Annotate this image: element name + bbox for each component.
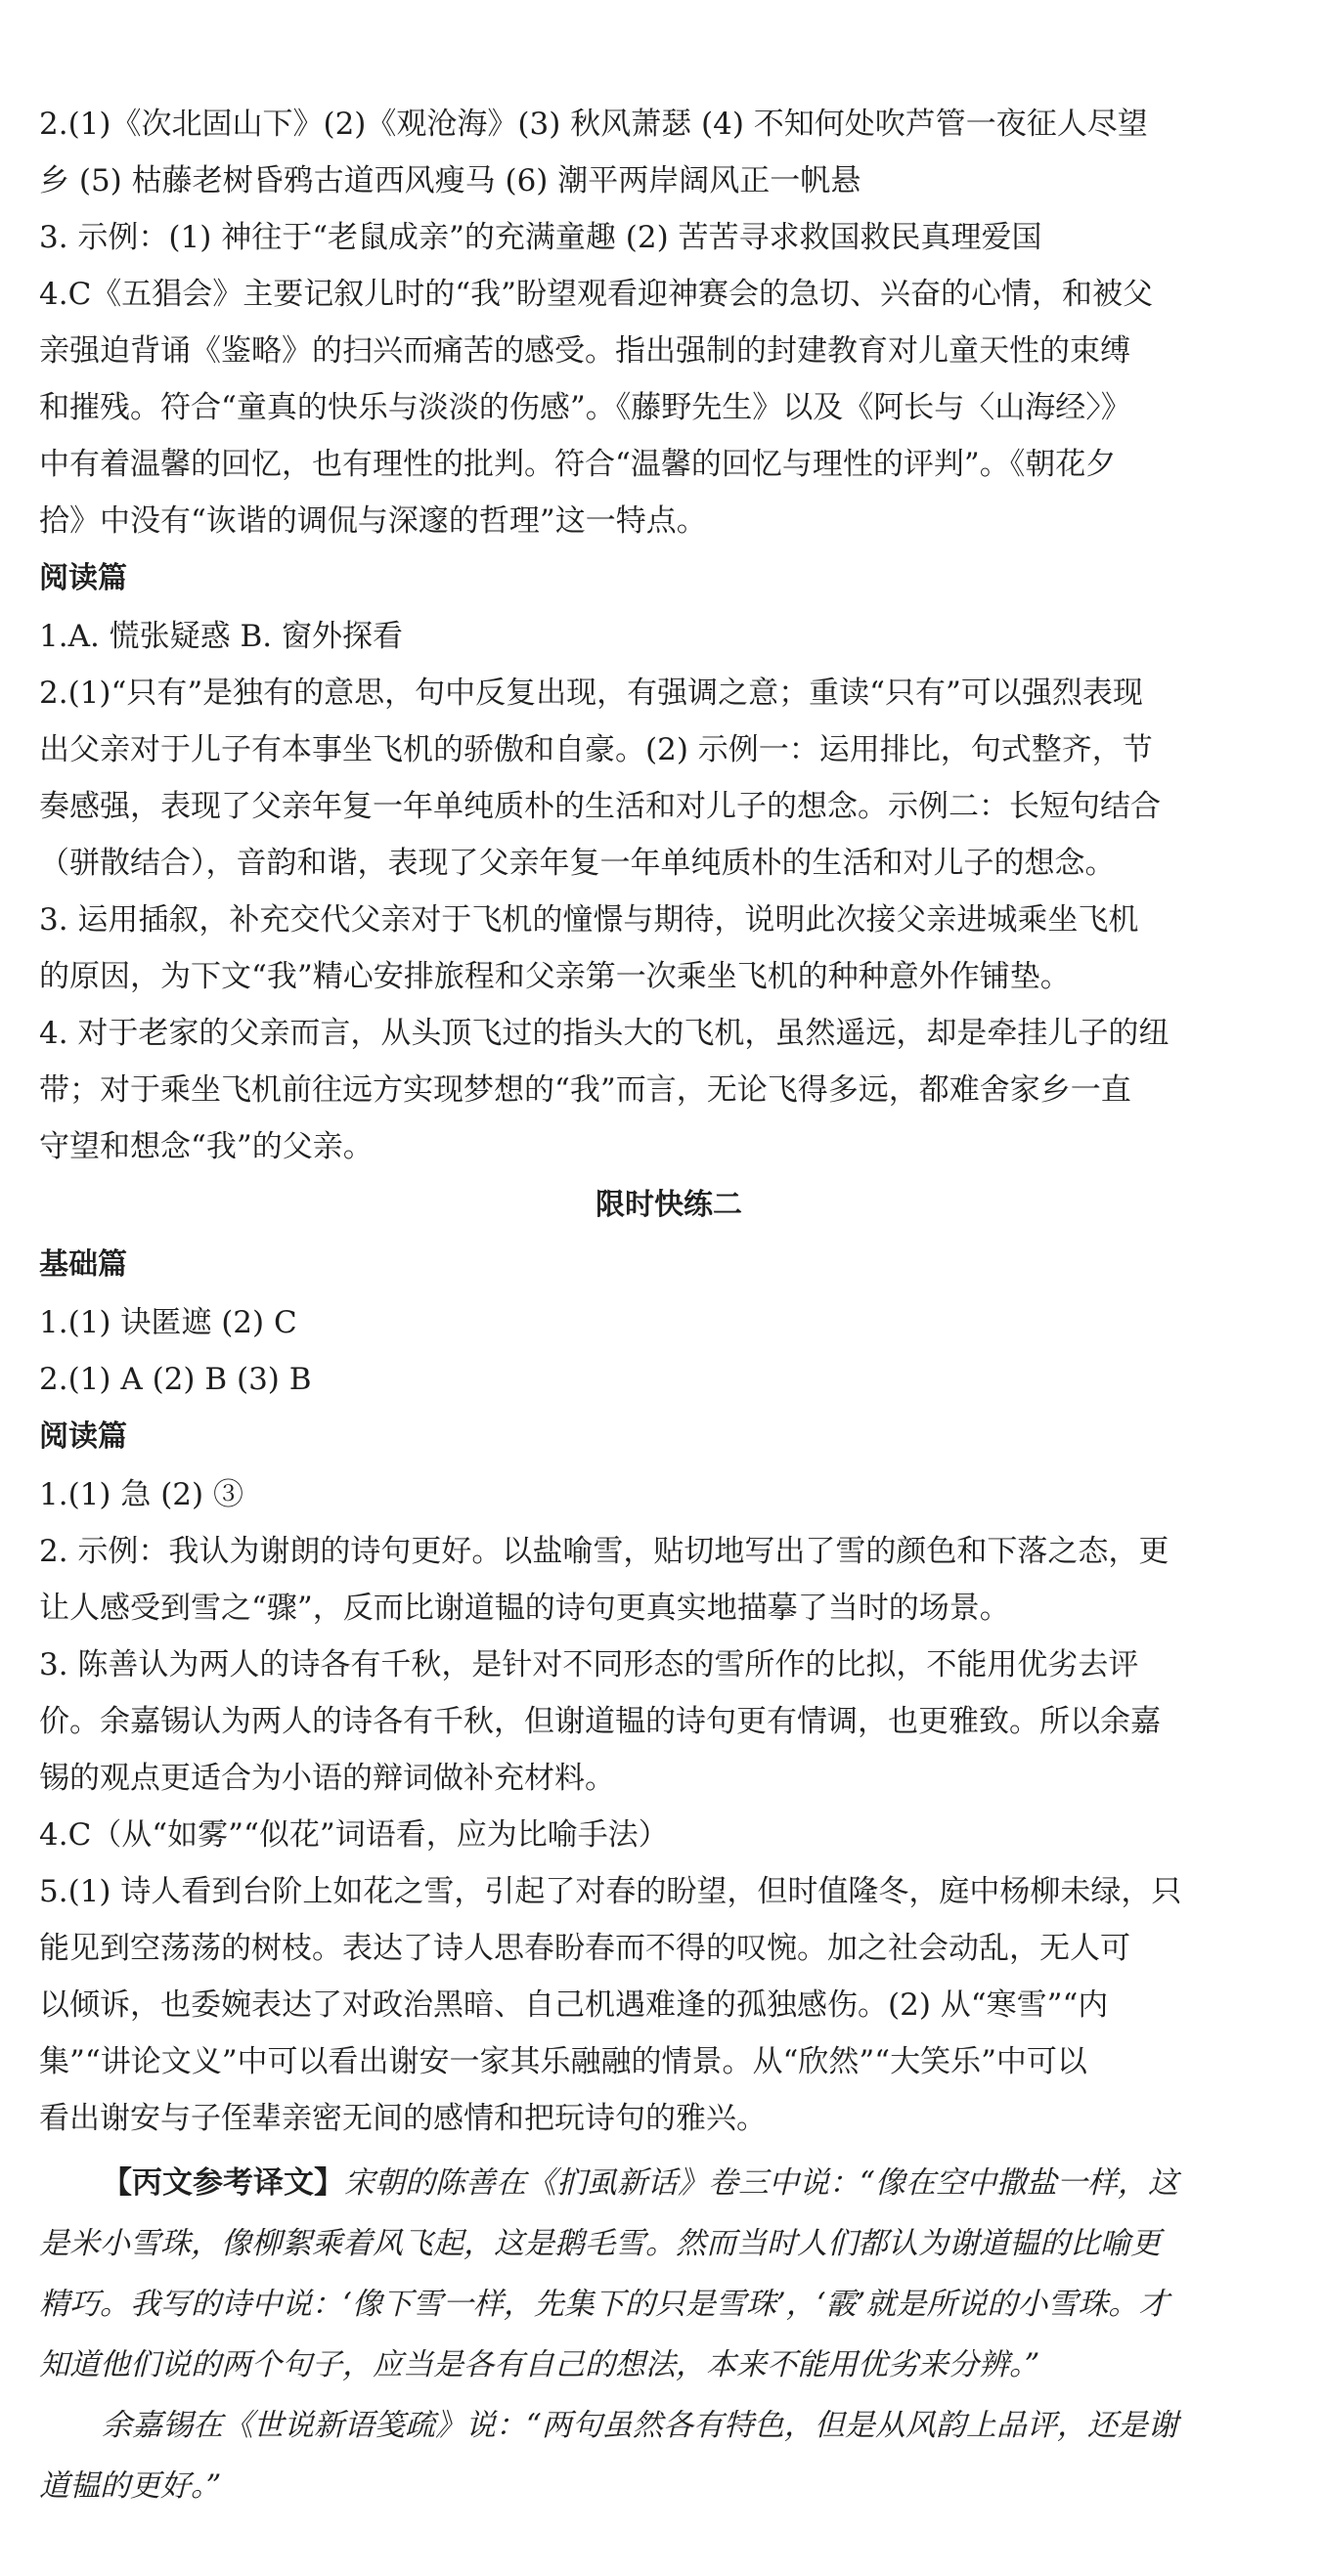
text-line: 中有着温馨的回忆，也有理性的批判。符合“温馨的回忆与理性的评判”。《朝花夕 [39, 447, 1117, 482]
section-heading-reading: 阅读篇 [39, 561, 127, 595]
text-line: 奏感强，表现了父亲年复一年单纯质朴的生活和对儿子的想念。示例二：长短句结合 [39, 789, 1161, 824]
section-reading-answers [39, 608, 1271, 1175]
text-line: 2. 示例：我认为谢朗的诗句更好。以盐喻雪，贴切地写出了雪的颜色和下落之态，更 [39, 1534, 1170, 1569]
text-line: 5.(1) 诗人看到台阶上如花之雪，引起了对春的盼望，但时值隆冬，庭中杨柳未绿，只 [39, 1874, 1182, 1909]
text-line: 拾》中没有“诙谐的调侃与深邃的哲理”这一特点。 [39, 503, 707, 539]
text-line: 出父亲对于儿子有本事坐飞机的骄傲和自豪。(2) 示例一：运用排比，句式整齐，节 [39, 732, 1153, 767]
text-line: 以倾诉，也委婉表达了对政治黑暗、自己机遇难逢的孤独感伤。(2) 从“寒雪”“内 [39, 1987, 1109, 2023]
section-poetry-answers [39, 96, 1271, 549]
text-line: 4. 对于老家的父亲而言，从头顶飞过的指头大的飞机，虽然遥远，却是牵挂儿子的纽 [39, 1016, 1170, 1051]
page-section-title: 限时快练二 [596, 1188, 742, 1222]
translation-line [39, 2153, 1271, 2213]
text-line: 2.(1)《次北固山下》(2)《观沧海》(3) 秋风萧瑟 (4) 不知何处吹芦管一夜征人尽望 [39, 107, 1148, 142]
section-reading-answers-2 [39, 1466, 1271, 2147]
text-line: 能见到空荡荡的树枝。表达了诗人思春盼春而不得的叹惋。加之社会动乱，无人可 [39, 1931, 1130, 1966]
text-line: 看出谢安与子侄辈亲密无间的感情和把玩诗句的雅兴。 [39, 2101, 767, 2136]
text-line: 1.(1) 急 (2) ③ [39, 1477, 243, 1512]
text-line: 乡 (5) 枯藤老树昏鸦古道西风瘦马 (6) 潮平两岸阔风正一帆悬 [39, 163, 861, 198]
translation-line: 精巧。我写的诗中说：‘像下雪一样，先集下的只是雪珠’，‘霰’就是所说的小雪珠。才 [39, 2287, 1170, 2322]
translation-line: 是米小雪珠，像柳絮乘着风飞起，这是鹅毛雪。然而当时人们都认为谢道韫的比喻更 [39, 2226, 1161, 2261]
text-line: 让人感受到雪之“骤”，反而比谢道韫的诗句更真实地描摹了当时的场景。 [39, 1591, 1010, 1626]
text-line: 守望和想念“我”的父亲。 [39, 1129, 374, 1164]
text-line: 2.(1)“只有”是独有的意思，句中反复出现，有强调之意；重读“只有”可以强烈表现 [39, 676, 1143, 711]
section-heading-reading: 阅读篇 [39, 1419, 127, 1454]
translation-line: 余嘉锡在《世说新语笺疏》说：“两句虽然各有特色，但是从风韵上品评，还是谢 [102, 2408, 1178, 2443]
text-line: 3. 运用插叙，补充交代父亲对于飞机的憧憬与期待，说明此次接父亲进城乘坐飞机 [39, 902, 1139, 938]
text-line: 带；对于乘坐飞机前往远方实现梦想的“我”而言，无论飞得多远，都难舍家乡一直 [39, 1072, 1131, 1108]
text-line: 锡的观点更适合为小语的辩词做补充材料。 [39, 1761, 615, 1796]
text-line: 的原因，为下文“我”精心安排旅程和父亲第一次乘坐飞机的种种意外作铺垫。 [39, 959, 1071, 994]
text-line: 3. 陈善认为两人的诗各有千秋，是针对不同形态的雪所作的比拟，不能用优劣去评 [39, 1647, 1139, 1682]
text-line: 3. 示例：(1) 神往于“老鼠成亲”的充满童趣 (2) 苦苦寻求救国救民真理爱国 [39, 220, 1042, 255]
text-line: 集”“讲论文义”中可以看出谢安一家其乐融融的情景。从“欣然”“大笑乐”中可以 [39, 2044, 1087, 2079]
text-line: 1.A. 慌张疑惑 B. 窗外探看 [39, 619, 404, 654]
section-heading-basic: 基础篇 [39, 1247, 127, 1282]
section-basic-answers [39, 1294, 1271, 1408]
text-line: 2.(1) A (2) B (3) B [39, 1362, 312, 1397]
translation-line: 道韫的更好。” [39, 2468, 222, 2504]
text-line: 4.C《五猖会》主要记叙儿时的“我”盼望观看迎神赛会的急切、兴奋的心情，和被父 [39, 277, 1153, 312]
text-line: （骈散结合），音韵和谐，表现了父亲年复一年单纯质朴的生活和对儿子的想念。 [39, 846, 1116, 881]
translation-line: 知道他们说的两个句子，应当是各有自己的想法，本来不能用优劣来分辨。” [39, 2347, 1040, 2382]
translation-label: 【丙文参考译文】 [102, 2165, 344, 2201]
text-line: 亲强迫背诵《鉴略》的扫兴而痛苦的感受。指出强制的封建教育对儿童天性的束缚 [39, 333, 1130, 369]
translation-text: 宋朝的陈善在《扪虱新话》卷三中说：“像在空中撒盐一样，这 [344, 2165, 1178, 2201]
reference-translation [39, 2153, 1271, 2516]
text-line: 价。余嘉锡认为两人的诗各有千秋，但谢道韫的诗句更有情调，也更雅致。所以余嘉 [39, 1704, 1161, 1739]
text-line: 和摧残。符合“童真的快乐与淡淡的伤感”。《藤野先生》以及《阿长与〈山海经〉》 [39, 390, 1131, 425]
text-line: 4.C（从“如雾”“似花”词语看，应为比喻手法） [39, 1817, 669, 1853]
text-line: 1.(1) 诀匿遮 (2) C [39, 1305, 297, 1340]
